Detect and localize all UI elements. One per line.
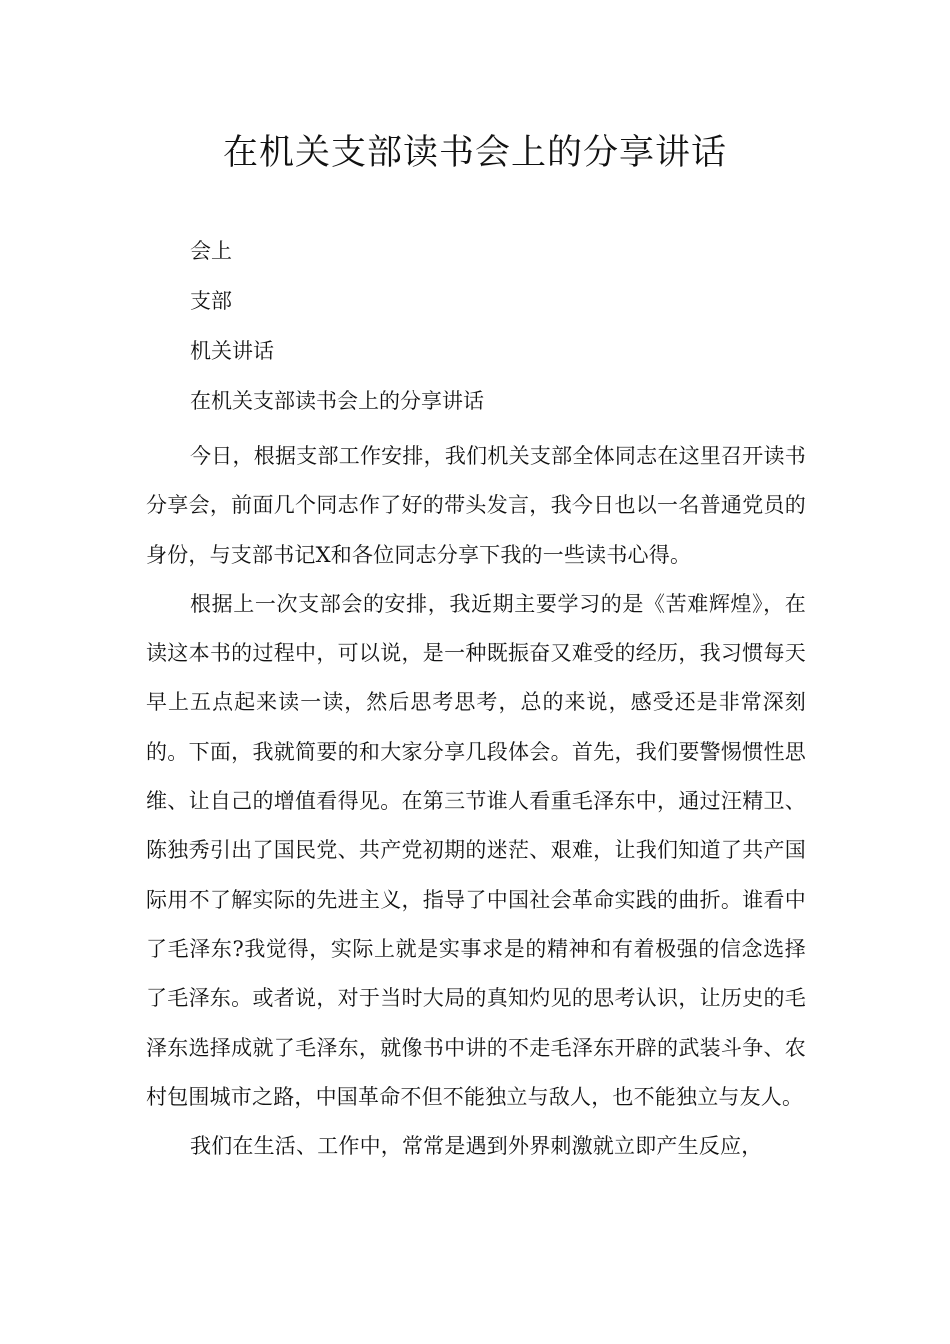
keyword-line: 支部 (190, 289, 232, 313)
keyword-line: 机关讲话 (190, 339, 274, 363)
document-body (146, 432, 806, 1171)
keyword-line: 会上 (190, 239, 232, 263)
document-title: 在机关支部读书会上的分享讲话 (222, 133, 727, 173)
body-paragraph: 根据上一次支部会的安排，我近期主要学习的是《苦难辉煌》，在读这本书的过程中，可以说，是一种既振奋又难受的经历，我习惯每天早上五点起来读一读，然后思考思考，总的来说，感受还是非常深刻的。下面，我就简要的和大家分享几段体会。首先，我们要警惕惯性思维、让自己的增值看得见。在第三节谁人看重毛泽东中，通过汪精卫、陈独秀引出了国民党、共产党初期的迷茫、艰难，让我们知道了共产国际用不了解实际的先进主义，指导了中国社会革命实践的曲折。谁看中了毛泽东?我觉得，实际上就是实事求是的精神和有着极强的信念选择了毛泽东。或者说，对于当时大局的真知灼见的思考认识，让历史的毛泽东选择成就了毛泽东，就像书中讲的不走毛泽东开辟的武装斗争、农村包围城市之路，中国革命不但不能独立与敌人，也不能独立与友人。 (146, 591, 806, 1109)
body-paragraph: 我们在生活、工作中，常常是遇到外界刺激就立即产生反应， (190, 1134, 763, 1159)
document-subtitle: 在机关支部读书会上的分享讲话 (190, 389, 484, 413)
body-paragraph: 今日，根据支部工作安排，我们机关支部全体同志在这里召开读书分享会，前面几个同志作了好的带头发言，我今日也以一名普通党员的身份，与支部书记X和各位同志分享下我的一些读书心得。 (146, 444, 806, 567)
